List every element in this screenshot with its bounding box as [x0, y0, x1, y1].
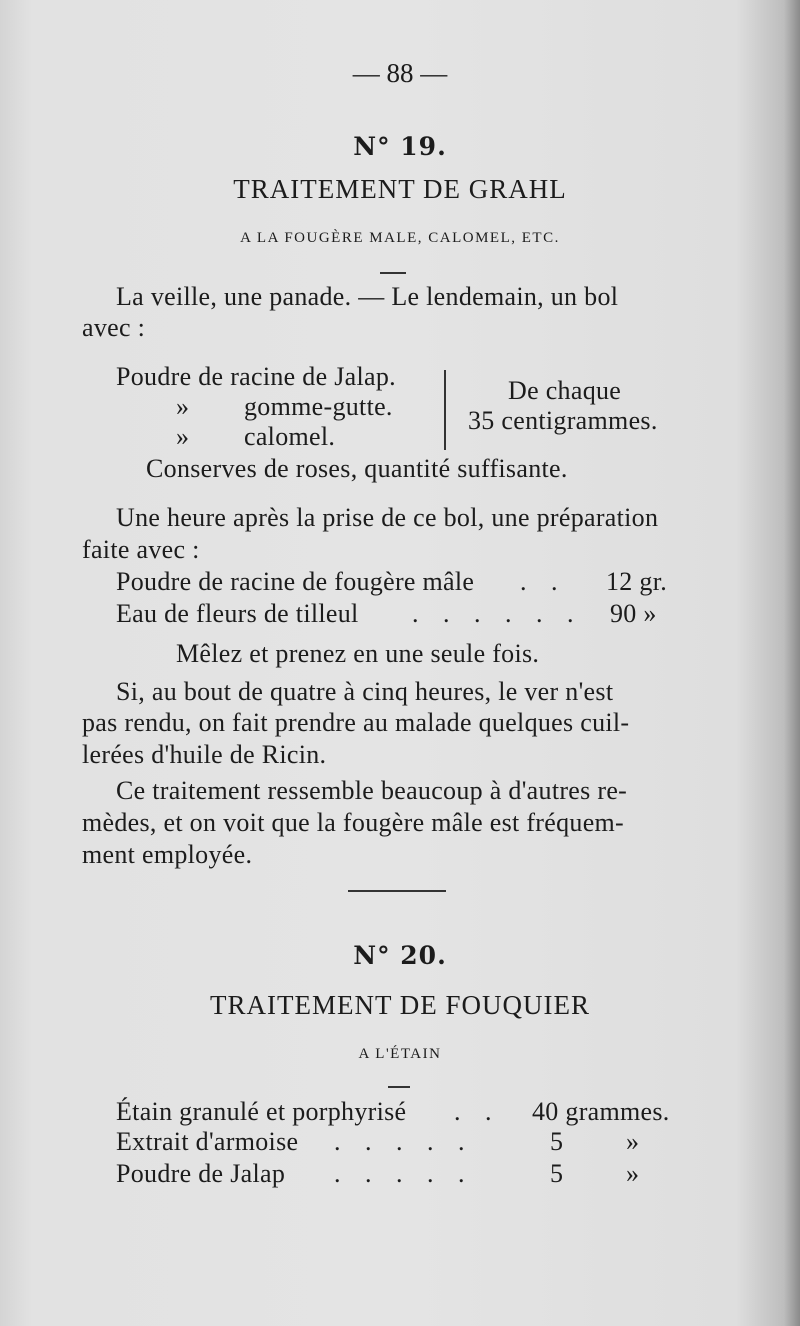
recipe-20-subtitle: A L'ÉTAIN	[358, 1046, 442, 1062]
paragraph-2-line-1: Ce traitement ressemble beaucoup à d'autres re-	[116, 776, 628, 805]
prep-line-2: faite avec :	[82, 535, 200, 564]
ingredient-armoise-name: Extrait d'armoise	[116, 1127, 299, 1156]
mix-instruction: Mêlez et prenez en une seule fois.	[176, 639, 540, 668]
paragraph-1-line-1: Si, au bout de quatre à cinq heures, le ver n'est	[116, 677, 614, 706]
section-rule	[388, 1086, 410, 1088]
leader-dots: . . . . .	[334, 1127, 474, 1156]
bol-item-gomme-gutte: gomme-gutte.	[244, 392, 393, 421]
ingredient-tilleul-name: Eau de fleurs de tilleul	[116, 599, 359, 628]
ditto-mark: »	[176, 392, 190, 421]
leader-dots: . .	[454, 1097, 501, 1126]
ditto-mark: »	[176, 422, 190, 451]
ingredient-etain-quantity: 40 grammes.	[532, 1097, 670, 1126]
recipe-19-number: N° 19.	[353, 132, 447, 161]
recipe-20-title: TRAITEMENT DE FOUQUIER	[210, 990, 590, 1020]
leader-dots: . .	[520, 567, 567, 596]
separator-rule	[348, 890, 446, 892]
leader-dots: . . . . .	[334, 1159, 474, 1188]
intro-line-2: avec :	[82, 313, 146, 342]
ingredient-fougere-name: Poudre de racine de fougère mâle	[116, 567, 475, 596]
bol-dose-line-1: De chaque	[508, 376, 622, 405]
ditto-mark: »	[626, 1159, 640, 1188]
intro-line-1: La veille, une panade. — Le lendemain, un bol	[116, 282, 619, 311]
section-rule	[380, 272, 406, 274]
paragraph-2-line-3: ment employée.	[82, 840, 253, 869]
bol-item-jalap: Poudre de racine de Jalap.	[116, 362, 396, 391]
paragraph-1-line-3: lerées d'huile de Ricin.	[82, 740, 327, 769]
recipe-19-title: TRAITEMENT DE GRAHL	[233, 174, 567, 204]
recipe-20-number: N° 20.	[353, 941, 447, 970]
ingredient-tilleul-quantity: 90 »	[610, 599, 657, 628]
recipe-19-subtitle: A LA FOUGÈRE MALE, CALOMEL, ETC.	[240, 230, 560, 246]
paragraph-2-line-2: mèdes, et on voit que la fougère mâle est fréquem-	[82, 808, 625, 837]
ingredient-armoise-quantity: 5	[550, 1127, 564, 1156]
leader-dots: . . . . . .	[412, 599, 583, 628]
page-number: — 88 —	[352, 58, 448, 88]
bol-item-calomel: calomel.	[244, 422, 336, 451]
ingredient-etain-name: Étain granulé et porphyrisé	[116, 1097, 407, 1126]
ditto-mark: »	[626, 1127, 640, 1156]
bol-dose-line-2: 35 centigrammes.	[468, 406, 658, 435]
brace-bracket	[444, 370, 446, 450]
prep-line-1: Une heure après la prise de ce bol, une préparation	[116, 503, 659, 532]
bol-conserves: Conserves de roses, quantité suffisante.	[146, 454, 568, 483]
ingredient-jalap-quantity: 5	[550, 1159, 564, 1188]
paragraph-1-line-2: pas rendu, on fait prendre au malade quelques cuil-	[82, 708, 630, 737]
ingredient-fougere-quantity: 12 gr.	[606, 567, 668, 596]
ingredient-jalap-name: Poudre de Jalap	[116, 1159, 286, 1188]
